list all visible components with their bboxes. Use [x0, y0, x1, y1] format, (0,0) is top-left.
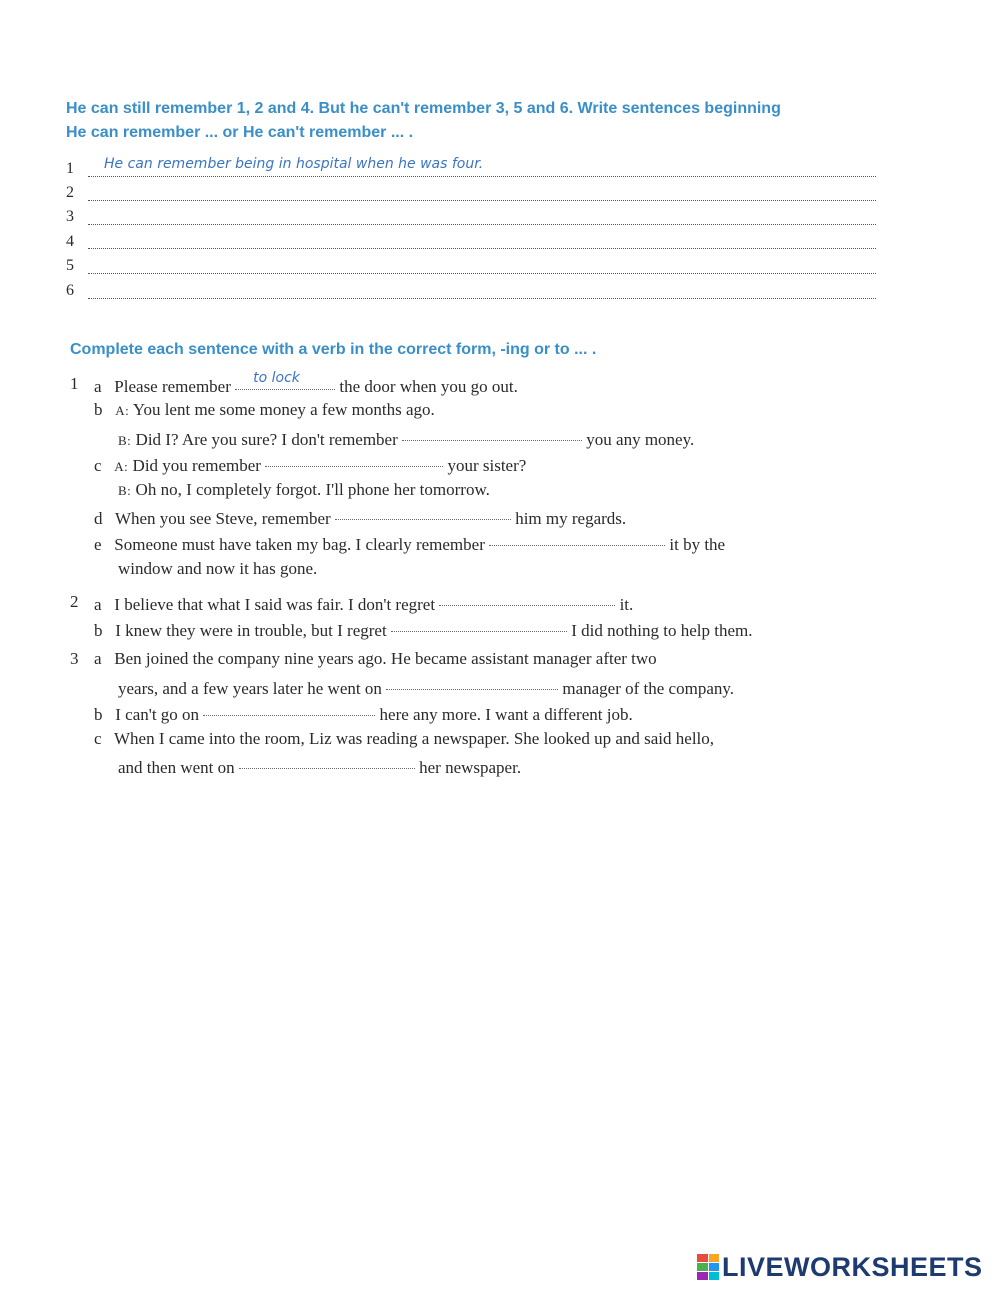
answer-line-6[interactable]: [88, 298, 876, 299]
item-3a-text-before: years, and a few years later he went on: [118, 679, 382, 698]
answer-line-1[interactable]: [88, 176, 876, 177]
answer-line-4[interactable]: [88, 248, 876, 249]
item-3b: [94, 702, 633, 725]
group-number-2: 2: [70, 592, 79, 611]
answer-number-2: 2: [66, 184, 74, 201]
item-2a-blank[interactable]: [439, 588, 615, 606]
item-1e-letter: e: [94, 535, 102, 554]
item-1b-b-text-before: Did I? Are you sure? I don't remember: [135, 430, 398, 449]
item-1a-text-before: Please remember: [114, 377, 231, 396]
item-1a: [94, 370, 518, 397]
item-1a-blank[interactable]: [235, 372, 335, 390]
item-1d-text-after: him my regards.: [515, 509, 627, 528]
item-3a: [94, 649, 657, 669]
item-3a-blank[interactable]: [386, 672, 558, 690]
liveworksheets-logo[interactable]: [697, 1252, 983, 1282]
item-1d-text-before: When you see Steve, remember: [114, 509, 331, 528]
item-3c-letter: c: [94, 729, 102, 748]
item-3b-text-before: I can't go on: [115, 705, 200, 724]
item-1c-speaker-a: A:: [114, 459, 129, 474]
logo-grid-icon: [697, 1254, 719, 1280]
item-1a-answer: to lock: [253, 370, 300, 386]
item-1b-speaker-b: B:: [118, 433, 132, 448]
item-2a-text-after: it.: [619, 595, 634, 614]
item-1d-letter: d: [94, 509, 103, 528]
item-2a-text-before: I believe that what I said was fair. I don't regret: [114, 595, 436, 614]
item-1c-b-text: Oh no, I completely forgot. I'll phone her tomorrow.: [135, 480, 490, 499]
answer-number-5: 5: [66, 257, 74, 274]
item-1b-a-text: You lent me some money a few months ago.: [132, 400, 435, 419]
item-1e: [94, 532, 725, 555]
item-1e-blank[interactable]: [489, 528, 665, 546]
item-1b-blank[interactable]: [402, 423, 582, 441]
item-1c-a-text-after: your sister?: [447, 456, 527, 475]
exercise1-instruction-line2: He can remember ... or He can't remember ... .: [66, 124, 414, 141]
item-3b-text-after: here any more. I want a different job.: [379, 705, 633, 724]
exercise1-instruction-line1: He can still remember 1, 2 and 4. But he can't remember 3, 5 and 6. Write sentences beginning: [66, 100, 781, 117]
item-3a-line2: [118, 676, 734, 699]
answer-text-1: He can remember being in hospital when he was four.: [104, 156, 484, 172]
item-1b-a: [94, 400, 435, 420]
group-number-1: 1: [70, 374, 79, 393]
item-3c-line1: When I came into the room, Liz was reading a newspaper. She looked up and said hello,: [114, 729, 715, 748]
item-2b-blank[interactable]: [391, 614, 567, 632]
answer-number-3: 3: [66, 208, 74, 225]
item-1e-line2: window and now it has gone.: [118, 559, 318, 578]
item-1c-a: [94, 453, 526, 476]
item-3c-text-before: and then went on: [118, 758, 235, 777]
item-3b-letter: b: [94, 705, 103, 724]
item-1b-b-text-after: you any money.: [586, 430, 695, 449]
item-1d: [94, 506, 626, 529]
item-1a-letter: a: [94, 377, 102, 396]
logo-text: LIVEWORKSHEETS: [722, 1251, 983, 1282]
item-1c-blank[interactable]: [265, 449, 443, 467]
item-1c-letter: c: [94, 456, 102, 475]
item-1c-a-text-before: Did you remember: [132, 456, 261, 475]
item-1c-b: [118, 480, 490, 500]
answer-number-1: 1: [66, 160, 74, 177]
answer-number-6: 6: [66, 282, 74, 299]
answer-line-2[interactable]: [88, 200, 876, 201]
item-2b-text-after: I did nothing to help them.: [571, 621, 753, 640]
item-2a-letter: a: [94, 595, 102, 614]
exercise2-instruction: Complete each sentence with a verb in the correct form, -ing or to ... .: [70, 341, 597, 358]
item-3c-line2: [118, 755, 521, 778]
answer-line-3[interactable]: [88, 224, 876, 225]
group-number-3: 3: [70, 649, 79, 668]
item-1d-blank[interactable]: [335, 502, 511, 520]
item-1b-b: [118, 427, 694, 450]
item-3c-text-after: her newspaper.: [419, 758, 522, 777]
answer-line-5[interactable]: [88, 273, 876, 274]
item-3a-text-after: manager of the company.: [562, 679, 735, 698]
item-1e-text-after: it by the: [669, 535, 726, 554]
item-3a-letter: a: [94, 649, 102, 668]
item-3b-blank[interactable]: [203, 698, 375, 716]
item-2b-letter: b: [94, 621, 103, 640]
item-1b-letter: b: [94, 400, 103, 419]
item-1c-speaker-b: B:: [118, 483, 132, 498]
item-3a-line1: Ben joined the company nine years ago. He became assistant manager after two: [114, 649, 657, 668]
item-1b-speaker-a: A:: [115, 403, 130, 418]
item-3c: [94, 729, 714, 749]
item-2b-text-before: I knew they were in trouble, but I regret: [115, 621, 387, 640]
item-1e-text-before: Someone must have taken my bag. I clearly remember: [114, 535, 485, 554]
item-2b: [94, 618, 753, 641]
answer-number-4: 4: [66, 233, 74, 250]
item-2a: [94, 592, 633, 615]
item-1a-text-after: the door when you go out.: [339, 377, 518, 396]
item-3c-blank[interactable]: [239, 751, 415, 769]
